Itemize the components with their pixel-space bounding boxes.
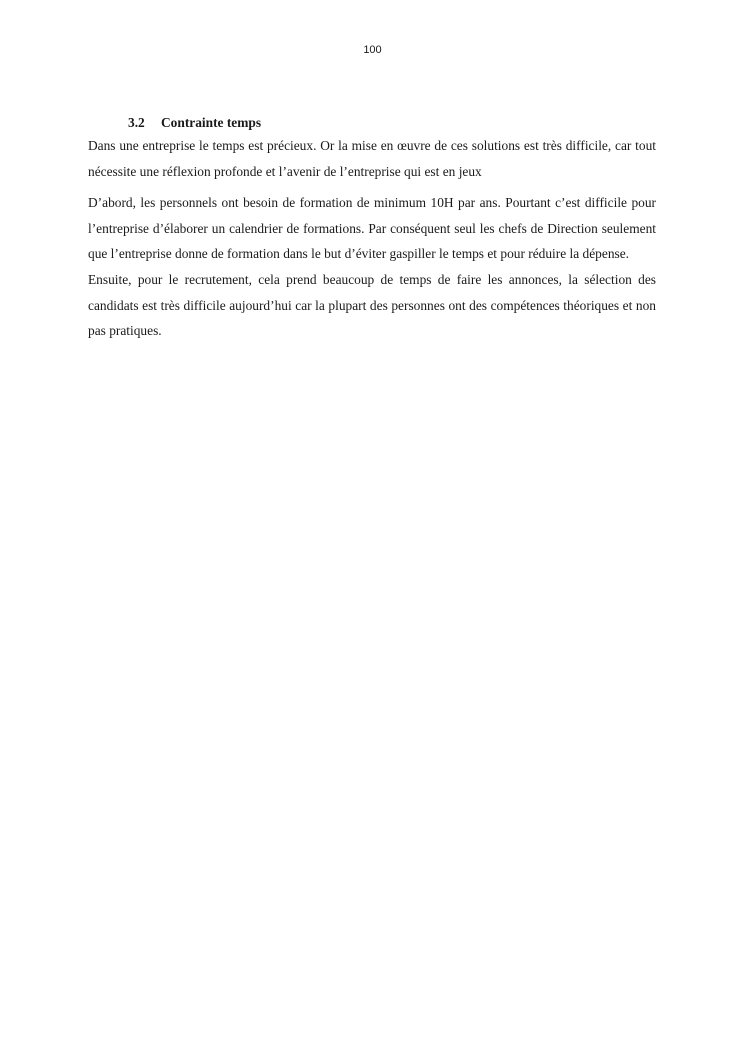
section-title: Contrainte temps xyxy=(161,115,262,130)
document-body xyxy=(88,114,656,344)
paragraph-intro: Dans une entreprise le temps est précieux. Or la mise en œuvre de ces solutions est très difficile, car tout nécessite une réflexion profonde et l’avenir de l’entreprise qui est en jeux xyxy=(88,138,656,179)
section-number: 3.2 xyxy=(128,115,145,130)
paragraph-recruitment: Ensuite, pour le recrutement, cela prend beaucoup de temps de faire les annonces, la sélection des candidats est très difficile aujourd’hui car la plupart des personnes ont des compétences théoriques et non pas pratiques. xyxy=(88,271,656,339)
section-heading xyxy=(128,114,656,132)
paragraph-training: D’abord, les personnels ont besoin de formation de minimum 10H par ans. Pourtant c’est difficile pour l’entreprise d’élaborer un calendrier de formations. Par conséquent seul les chefs de Direction seulement que l’entreprise donne de formation dans le but d’éviter gaspiller le temps et pour réduire la dépense. xyxy=(88,195,656,262)
page-number: 100 xyxy=(363,44,382,56)
